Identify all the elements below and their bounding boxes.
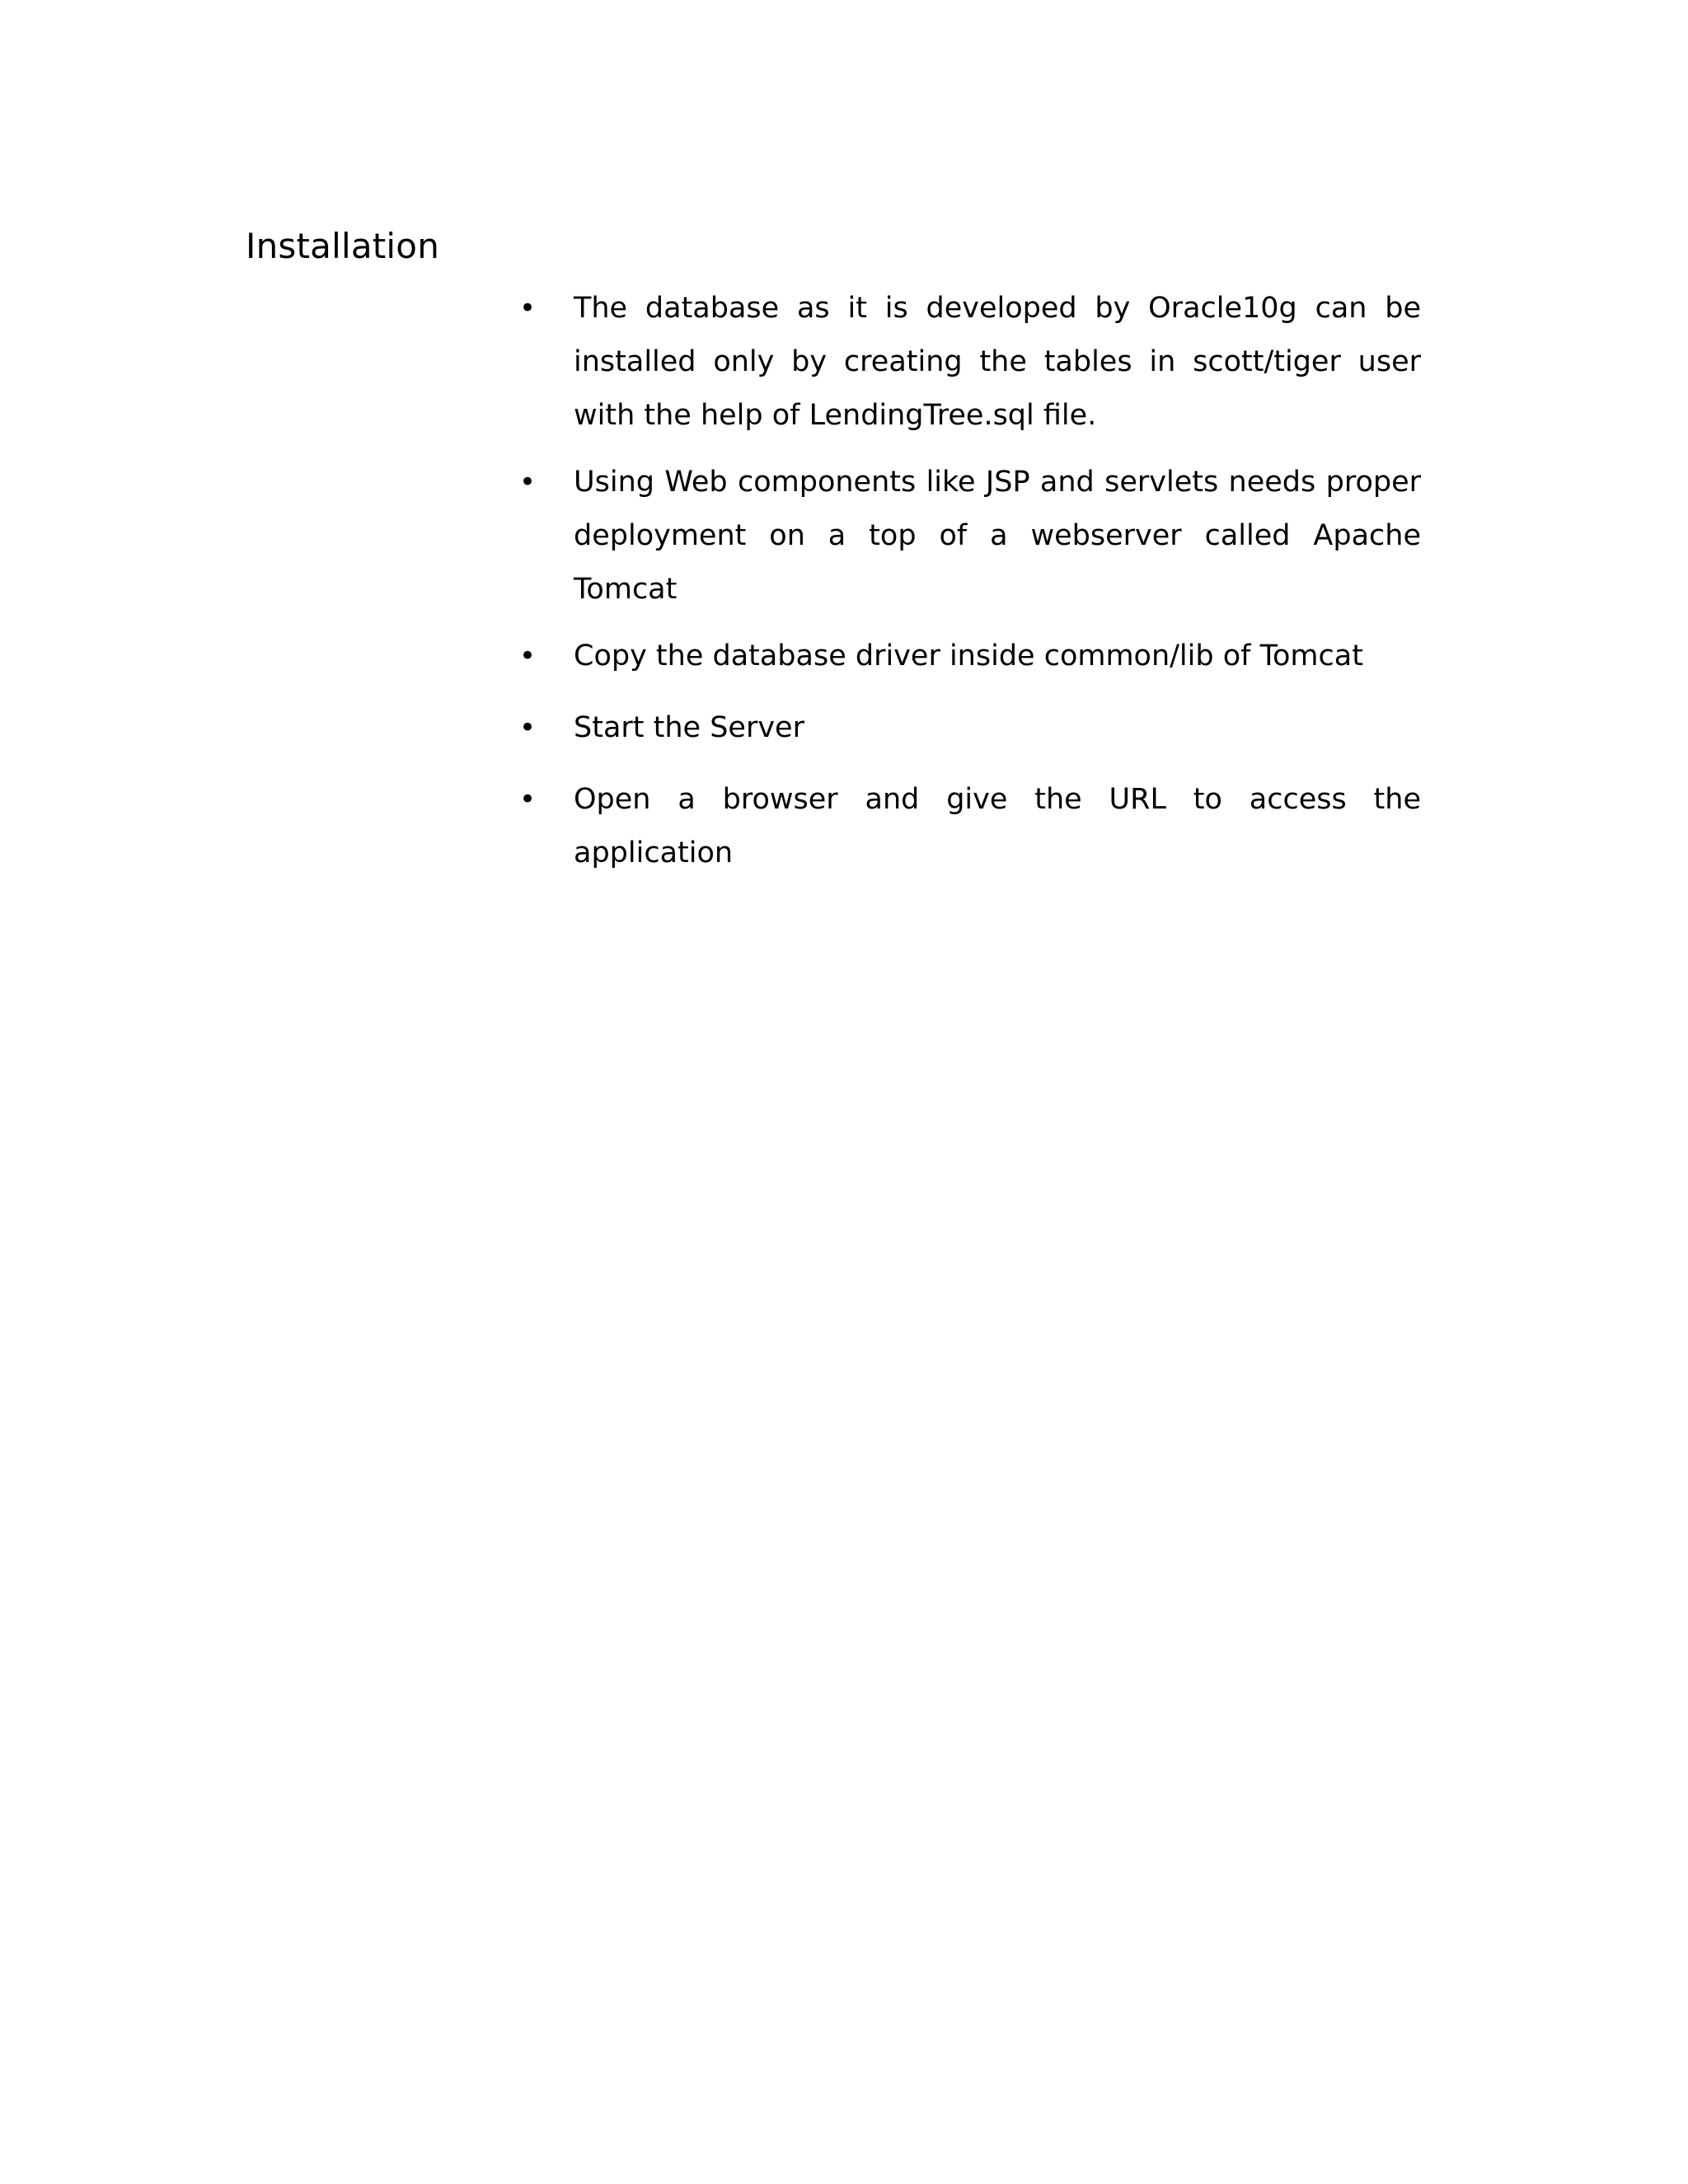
list-item-text: Copy the database driver inside common/lib of Tomcat	[574, 640, 1363, 673]
bullet-icon: •	[519, 466, 537, 499]
list-item-text: Start the Server	[574, 711, 804, 744]
bullet-icon: •	[519, 640, 537, 673]
installation-steps-list	[514, 282, 1421, 893]
list-item	[514, 773, 1421, 880]
list-item	[514, 282, 1421, 443]
list-item-text: Using Web components like JSP and servlets needs proper deployment on a top of a webserver called Apache Tomcat	[574, 466, 1421, 606]
list-item	[514, 701, 1421, 755]
list-item	[514, 456, 1421, 616]
bullet-icon: •	[519, 292, 537, 325]
section-heading: Installation	[246, 226, 440, 266]
list-item-text: Open a browser and give the URL to access the application	[574, 783, 1421, 869]
list-item-text: The database as it is developed by Oracle10g can be installed only by creating the tables in scott/tiger user with the help of LendingTree.sql file.	[574, 292, 1421, 432]
list-item	[514, 630, 1421, 683]
bullet-icon: •	[519, 711, 537, 744]
bullet-icon: •	[519, 783, 537, 816]
